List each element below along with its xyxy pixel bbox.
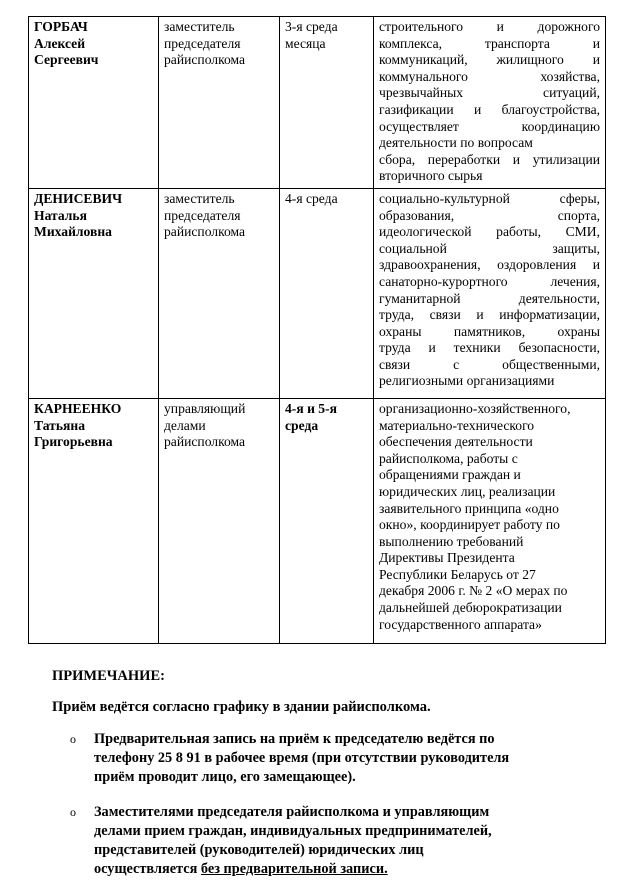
duties-line: юридических лиц, реализации [379,483,556,499]
note-item-line: представителей (руководителей) юридических лиц [94,842,424,858]
official-first-name: Алексей [34,35,86,51]
duties-line: окно», координирует работу по [379,517,560,533]
official-patronymic: Сергеевич [34,52,99,68]
duties-line: охраны памятников, охраны [379,323,600,339]
official-name-cell [29,398,159,643]
list-item [58,730,578,787]
duties-line: здравоохранения, оздоровления и [379,257,600,273]
duties-line: декабря 2006 г. № 2 «О мерах по [379,583,568,599]
duties-line: коммуникаций, жилищного и [379,52,600,68]
note-text: Приём ведётся согласно графику в здании райисполкома. [52,699,431,715]
table-row [29,398,606,643]
schedule-cell: 3-я среда месяца [280,17,374,189]
official-name-cell [29,17,159,189]
schedule-cell: 4-я среда [280,188,374,398]
official-surname: КАРНЕЕНКО [34,400,122,416]
list-item [58,803,578,879]
duties-line: организационно-хозяйственного, [379,400,571,416]
official-first-name: Татьяна [34,417,86,433]
position-cell: заместитель председателя райисполкома [159,188,280,398]
bullet-marker: o [70,732,76,746]
official-surname: ДЕНИСЕВИЧ [34,190,123,206]
no-appointment-text: без предварительной записи. [200,861,388,877]
duties-line: газификации и благоустройства, [379,101,600,117]
duties-line: санаторно-курортного лечения, [379,273,600,289]
duties-line: социальной защиты, [379,240,600,256]
duties-line: деятельности по вопросам [379,135,533,151]
duties-cell [374,398,606,643]
note-item-line: телефону 25 8 91 в рабочее время (при отсутствии руководителя [94,750,510,766]
official-patronymic: Григорьевна [34,434,113,450]
official-patronymic: Михайловна [34,224,112,240]
position-cell: управляющий делами райисполкома [159,398,280,643]
duties-line: труда и техники безопасности, [379,340,600,356]
duties-line: гуманитарной деятельности, [379,290,600,306]
duties-line: заявительного принципа «одно [379,500,559,516]
note-item-line: приём проводит лицо, его замещающее). [94,769,356,785]
duties-line: религиозными организациями [379,373,555,389]
table-row [29,188,606,398]
duties-line: Директивы Президента [379,550,515,566]
duties-line: идеологической работы, СМИ, [379,224,600,240]
official-first-name: Наталья [34,207,87,223]
duties-line: обеспечения деятельности [379,434,533,450]
official-surname: ГОРБАЧ [34,19,88,34]
note-item-line: делами прием граждан, индивидуальных предпринимателей, [94,823,492,839]
duties-line: вторичного сырья [379,168,483,184]
duties-line: труда, связи и информатизации, [379,307,600,323]
duties-cell [374,188,606,398]
duties-line: дальнейшей дебюрократизации [379,600,562,616]
duties-line: коммунального хозяйства, [379,68,600,84]
notes-list [58,730,578,879]
position-cell: заместитель председателя райисполкома [159,17,280,189]
duties-line: материально-технического [379,417,535,433]
duties-line: строительного и дорожного [379,19,600,34]
schedule-cell: 4-я и 5-я среда [280,398,374,643]
note-item-line: Заместителями председателя райисполкома и управляющим [94,804,490,820]
note-title: ПРИМЕЧАНИЕ: [52,668,165,684]
note-item-line: Предварительная запись на приём к председателю ведётся по [94,731,495,747]
bullet-marker: o [70,805,76,819]
duties-line: государственного аппарата» [379,616,542,632]
duties-line: комплекса, транспорта и [379,35,600,51]
duties-line: райисполкома, работы с [379,450,518,466]
duties-cell [374,17,606,189]
duties-line: социально-культурной сферы, [379,190,600,206]
official-name-cell [29,188,159,398]
duties-line: образования, спорта, [379,207,600,223]
duties-line: обращениями граждан и [379,467,521,483]
reception-schedule-table [28,16,606,644]
duties-line: осуществляет координацию [379,118,600,134]
note-item-line: осуществляется [94,861,201,877]
duties-line: связи с общественными, [379,356,600,372]
duties-line: Республики Беларусь от 27 [379,566,536,582]
duties-line: сбора, переработки и утилизации [379,151,600,167]
duties-line: чрезвычайных ситуаций, [379,85,600,101]
table-row [29,17,606,189]
duties-line: выполнению требований [379,533,524,549]
